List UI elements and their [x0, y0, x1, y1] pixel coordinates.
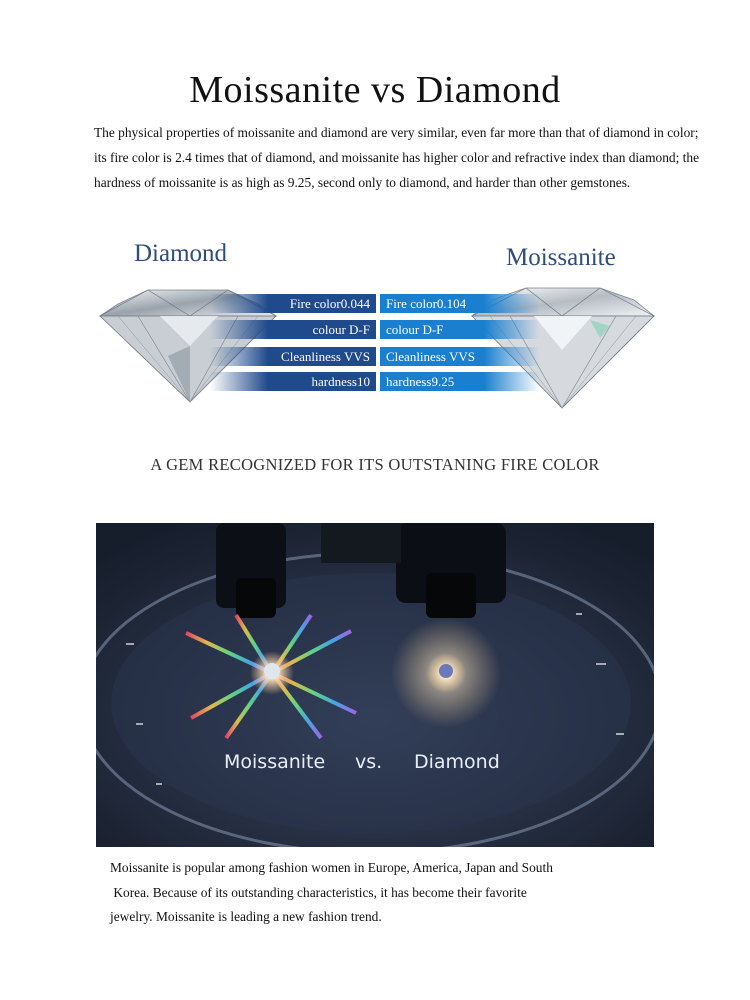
diamond-fire-color: Fire color0.044 — [210, 294, 376, 313]
photo-illustration — [96, 523, 654, 847]
diamond-colour: colour D-F — [210, 320, 376, 339]
page-title: Moissanite vs Diamond — [189, 69, 561, 111]
moissanite-colour: colour D-F — [380, 320, 540, 339]
moissanite-label: Moissanite — [506, 244, 616, 271]
diamond-cleanliness: Cleanliness VVS — [210, 347, 376, 366]
caption-diamond: Diamond — [414, 751, 500, 773]
outro-line: jewelry. Moissanite is leading a new fashion trend. — [110, 909, 382, 924]
moissanite-hardness: hardness9.25 — [380, 372, 540, 391]
outro-paragraph — [110, 856, 670, 930]
outro-line: Korea. Because of its outstanding characteristics, it has become their favorite — [110, 884, 527, 900]
caption-moissanite: Moissanite — [224, 751, 326, 773]
diamond-label: Diamond — [134, 240, 228, 267]
section-subheading: A GEM RECOGNIZED FOR ITS OUTSTANING FIRE COLOR — [150, 455, 600, 474]
moissanite-cleanliness: Cleanliness VVS — [380, 347, 540, 366]
fire-comparison-photo — [96, 523, 654, 847]
diamond-hardness: hardness10 — [210, 372, 376, 391]
outro-line: Moissanite is popular among fashion women in Europe, America, Japan and South — [110, 860, 553, 875]
intro-paragraph: The physical properties of moissanite and diamond are very similar, even far more than that of diamond in color; its fire color is 2.4 times that of diamond, and moissanite has higher color and refractive index than diamond; the hardness of moissanite is as high as 9.25, second only to diamond, and harder than other gemstones. — [94, 125, 700, 190]
caption-vs: vs. — [355, 751, 383, 773]
moissanite-fire-color: Fire color0.104 — [380, 294, 540, 313]
